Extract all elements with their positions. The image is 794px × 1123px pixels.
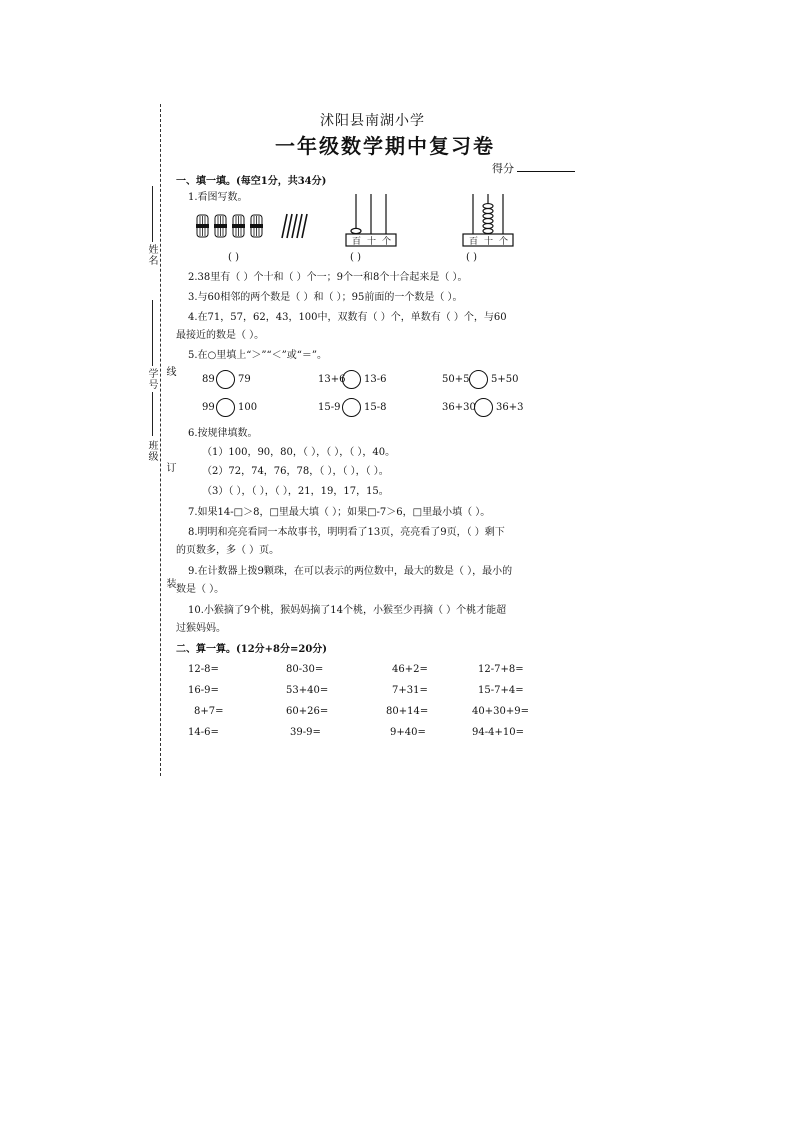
q5-item5-left: 15-9 [318, 402, 341, 413]
section1-title: 一、填一填。(每空1分，共34分) [176, 176, 327, 187]
calc-r3-c1: 8+7= [194, 706, 224, 717]
calc-r3-c4: 40+30+9= [472, 706, 529, 717]
q1-answer-blank-3[interactable]: ( ) [466, 252, 477, 263]
stick-bundle-icon [196, 214, 209, 238]
calc-r4-c2: 39-9= [290, 727, 321, 738]
calc-r2-c3: 7+31= [392, 685, 428, 696]
q2-text: 2.38里有（ ）个十和（ ）个一；9个一和8个十合起来是（ ）。 [188, 272, 468, 283]
q6-line3: （3）（ ），（ ），（ ），21，19，17，15。 [202, 486, 389, 497]
name-label: 姓名 [146, 244, 157, 266]
q9-text-line2: 数是（ ）。 [176, 584, 225, 595]
stick-bundle-icon [214, 214, 227, 238]
class-label: 班级 [146, 440, 157, 462]
q4-text-line2: 最接近的数是（ ）。 [176, 330, 265, 341]
q5-item3-right: 5+50 [491, 374, 519, 385]
calc-r1-c3: 46+2= [392, 664, 428, 675]
ding-label: 订 [164, 462, 175, 473]
q5-item2-circle[interactable] [342, 370, 361, 389]
class-write-line[interactable] [152, 392, 153, 436]
q5-item6-right: 36+3 [496, 402, 524, 413]
q7-text: 7.如果14-□＞8，□里最大填（ ）；如果□-7＞6，□里最小填（ ）。 [188, 507, 491, 518]
q1-answer-blank-2[interactable]: ( ) [350, 252, 361, 263]
binding-dashed-line [160, 104, 161, 776]
q8-text-line2: 的页数多，多（ ）页。 [176, 545, 280, 556]
q5-text: 5.在○里填上“＞”“＜”或“＝”。 [188, 350, 327, 361]
abacus-2-label-tens: 十 [484, 237, 494, 247]
q6-line2: （2）72，74，76，78，（ ），（ ），（ ）。 [202, 466, 389, 477]
zhuang-label: 装 [164, 578, 175, 589]
score-field [492, 160, 575, 176]
calc-r4-c3: 9+40= [390, 727, 426, 738]
q5-item1-left: 89 [202, 374, 215, 385]
exam-title: 一年级数学期中复习卷 [275, 134, 495, 158]
q5-item5-right: 15-8 [364, 402, 387, 413]
q5-item2-left: 13+6 [318, 374, 346, 385]
q5-item3-circle[interactable] [469, 370, 488, 389]
q5-item4-right: 100 [238, 402, 258, 413]
cut-line-label: 线 [164, 366, 175, 377]
calc-r2-c4: 15-7+4= [478, 685, 524, 696]
student-no-label: 学号 [146, 368, 157, 390]
q6-line1: （1）100，90，80，（ ），（ ），（ ），40。 [202, 447, 396, 458]
q5-item6-circle[interactable] [474, 398, 493, 417]
abacus-1-label-ones: 个 [382, 237, 392, 247]
q5-item4-circle[interactable] [216, 398, 235, 417]
q5-item4-left: 99 [202, 402, 215, 413]
single-sticks-icon [278, 213, 308, 239]
score-blank[interactable] [517, 171, 575, 172]
q5-item5-circle[interactable] [342, 398, 361, 417]
q5-item1-right: 79 [238, 374, 251, 385]
calc-r1-c4: 12-7+8= [478, 664, 524, 675]
calc-r2-c1: 16-9= [188, 685, 219, 696]
abacus-1-label-tens: 十 [367, 237, 377, 247]
q5-item1-circle[interactable] [216, 370, 235, 389]
q6-text: 6.按规律填数。 [188, 428, 258, 439]
q5-item6-left: 36+30 [442, 402, 476, 413]
abacus-1-label-hundreds: 百 [352, 237, 362, 247]
section2-title: 二、算一算。(12分+8分=20分) [176, 644, 328, 655]
calc-r2-c2: 53+40= [286, 685, 329, 696]
calc-r3-c2: 60+26= [286, 706, 329, 717]
score-label: 得分 [492, 162, 514, 175]
q9-text-line1: 9.在计数器上拨9颗珠，在可以表示的两位数中，最大的数是（ ），最小的 [188, 566, 513, 577]
calc-r1-c2: 80-30= [286, 664, 324, 675]
abacus-2-label-ones: 个 [499, 237, 509, 247]
q5-item3-left: 50+5 [442, 374, 470, 385]
calc-r3-c3: 80+14= [386, 706, 429, 717]
q5-item2-right: 13-6 [364, 374, 387, 385]
q1-text: 1.看图写数。 [188, 192, 248, 203]
abacus-2-label-hundreds: 百 [469, 237, 479, 247]
q10-text-line2: 过猴妈妈。 [176, 623, 226, 634]
student-no-write-line[interactable] [152, 300, 153, 366]
q3-text: 3.与60相邻的两个数是（ ）和（ ）；95前面的一个数是（ ）。 [188, 292, 463, 303]
school-name: 沭阳县南湖小学 [320, 113, 425, 129]
q10-text-line1: 10.小猴摘了9个桃，猴妈妈摘了14个桃，小猴至少再摘（ ）个桃才能超 [188, 605, 507, 616]
calc-r1-c1: 12-8= [188, 664, 219, 675]
q1-answer-blank-1[interactable]: ( ) [228, 252, 239, 263]
stick-bundle-icon [250, 214, 263, 238]
calc-r4-c1: 14-6= [188, 727, 219, 738]
name-write-line[interactable] [152, 186, 153, 242]
calc-r4-c4: 94-4+10= [472, 727, 524, 738]
q8-text-line1: 8.明明和亮亮看同一本故事书，明明看了13页，亮亮看了9页，（ ）剩下 [188, 527, 505, 538]
q4-text-line1: 4.在71，57，62，43，100中，双数有（ ）个，单数有（ ）个，与60 [188, 312, 507, 323]
stick-bundle-icon [232, 214, 245, 238]
